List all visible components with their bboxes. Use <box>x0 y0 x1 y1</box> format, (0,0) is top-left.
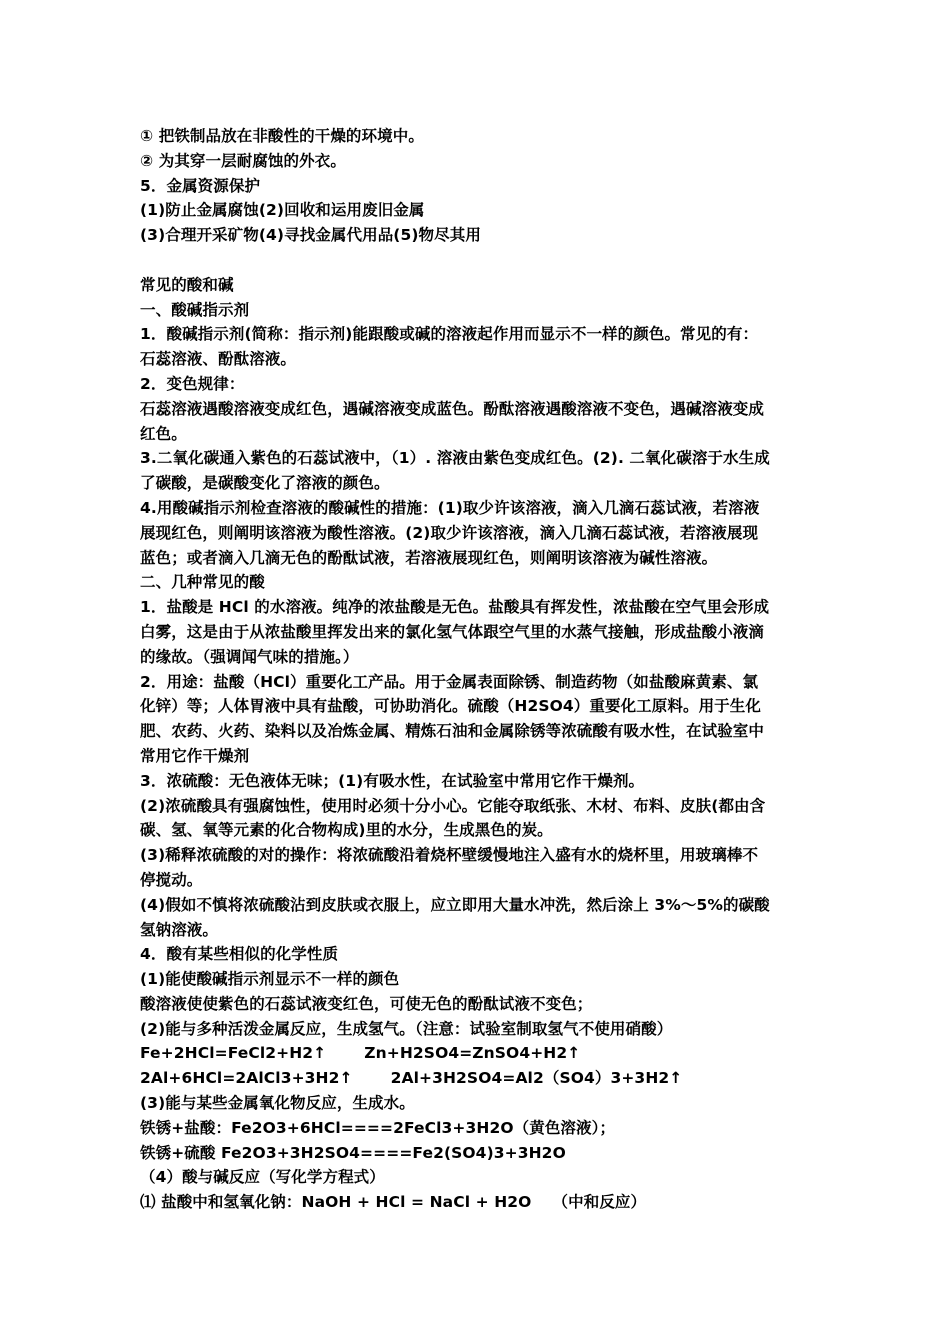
text-line: 2．变色规律： <box>140 374 245 393</box>
equation-zn-h2so4: Zn+H2SO4=ZnSO4+H2↑ <box>364 1044 581 1063</box>
equation-al-hcl: 2Al+6HCl=2AlCl3+3H2↑ <box>140 1069 353 1088</box>
text-line: 1．酸碱指示剂(简称：指示剂)能跟酸或碱的溶液起作用而显示不一样的颜色。常见的有： <box>140 325 759 344</box>
text-line: 铁锈+盐酸：Fe2O3+6HCl====2FeCl3+3H2O（黄色溶液）； <box>140 1118 616 1137</box>
text-line: 石蕊溶液遇酸溶液变成红色，遇碱溶液变成蓝色。酚酞溶液遇酸溶液不变色，遇碱溶液变成 <box>140 399 765 418</box>
text-line: 肥、农药、火药、染料以及冶炼金属、精炼石油和金属除锈等浓硫酸有吸水性，在试验室中 <box>140 722 765 741</box>
text-line: 了碳酸，是碳酸变化了溶液的颜色。 <box>140 474 390 493</box>
text-line: 展现红色，则阐明该溶液为酸性溶液。(2)取少许该溶液，滴入几滴石蕊试液，若溶液展现 <box>140 523 759 542</box>
equation-line <box>140 1041 820 1066</box>
text-line: 化锌）等；人体胃液中具有盐酸，可协助消化。硫酸（H2SO4）重要化工原料。用于生化 <box>140 697 761 716</box>
text-line: 2．用途：盐酸（HCl）重要化工产品。用于金属表面除锈、制造药物（如盐酸麻黄素、氯 <box>140 672 759 691</box>
equation-al-h2so4: 2Al+3H2SO4=Al2（SO4）3+3H2↑ <box>390 1069 683 1088</box>
text-line: (4)假如不慎将浓硫酸沾到皮肤或衣服上，应立即用大量水冲洗，然后涂上 3%～5%的碳酸 <box>140 895 770 914</box>
text-line: 3．浓硫酸：无色液体无味；(1)有吸水性，在试验室中常用它作干燥剂。 <box>140 771 645 790</box>
text-line: 白雾，这是由于从浓盐酸里挥发出来的氯化氢气体跟空气里的水蒸气接触，形成盐酸小液滴 <box>140 622 765 641</box>
document-body <box>140 124 820 1215</box>
text-line: (3)能与某些金属氧化物反应，生成水。 <box>140 1094 415 1113</box>
text-line: （4）酸与碱反应（写化学方程式） <box>140 1168 385 1187</box>
text-line: ⑴ 盐酸中和氢氧化钠：NaOH + HCl = NaCl + H2O （中和反应） <box>140 1193 647 1212</box>
text-line: 碳、氢、氧等元素的化合物构成)里的水分，生成黑色的炭。 <box>140 821 553 840</box>
chapter-title: 常见的酸和碱 <box>140 275 234 294</box>
text-line: 铁锈+硫酸 Fe2O3+3H2SO4====Fe2(SO4)3+3H2O <box>140 1143 566 1162</box>
section-heading: 5．金属资源保护 <box>140 176 261 195</box>
text-line: 氢钠溶液。 <box>140 920 219 939</box>
section-heading: 二、几种常见的酸 <box>140 573 265 592</box>
text-line: (2)能与多种活泼金属反应，生成氢气。（注意：试验室制取氢气不使用硝酸） <box>140 1019 673 1038</box>
text-line: 酸溶液使使紫色的石蕊试液变红色，可使无色的酚酞试液不变色； <box>140 994 593 1013</box>
text-line: 红色。 <box>140 424 187 443</box>
text-line: (1)防止金属腐蚀(2)回收和运用废旧金属 <box>140 201 425 220</box>
text-line: 常用它作干燥剂 <box>140 746 250 765</box>
text-line: ① 把铁制品放在非酸性的干燥的环境中。 <box>140 127 424 145</box>
text-line: (3)合理开采矿物(4)寻找金属代用品(5)物尽其用 <box>140 226 481 245</box>
text-line: 停搅动。 <box>140 870 203 889</box>
equation-line <box>140 1066 820 1091</box>
text-line: (1)能使酸碱指示剂显示不一样的颜色 <box>140 970 400 989</box>
text-line: (2)浓硫酸具有强腐蚀性，使用时必须十分小心。它能夺取纸张、木材、布料、皮肤(都由含 <box>140 796 766 815</box>
text-line: 4．酸有某些相似的化学性质 <box>140 945 339 964</box>
equation-fe-hcl: Fe+2HCl=FeCl2+H2↑ <box>140 1044 327 1063</box>
text-line: 3.二氧化碳通入紫色的石蕊试液中，（1）. 溶液由紫色变成红色。(2). 二氧化碳溶于水生成 <box>140 449 770 468</box>
text-line: (3)稀释浓硫酸的对的操作：将浓硫酸沿着烧杯壁缓慢地注入盛有水的烧杯里，用玻璃棒不 <box>140 846 759 865</box>
text-line: ② 为其穿一层耐腐蚀的外衣。 <box>140 151 346 170</box>
text-line: 石蕊溶液、酚酞溶液。 <box>140 350 297 369</box>
text-line: 1．盐酸是 HCl 的水溶液。纯净的浓盐酸是无色。盐酸具有挥发性，浓盐酸在空气里会形成 <box>140 598 770 617</box>
text-line: 4.用酸碱指示剂检查溶液的酸碱性的措施：(1)取少许该溶液，滴入几滴石蕊试液，若溶液 <box>140 498 760 517</box>
section-heading: 一、酸碱指示剂 <box>140 300 250 319</box>
text-line: 的缘故。（强调闻气味的措施。） <box>140 647 359 666</box>
text-line: 蓝色；或者滴入几滴无色的酚酞试液，若溶液展现红色，则阐明该溶液为碱性溶液。 <box>140 548 718 567</box>
blank-line <box>140 248 820 273</box>
